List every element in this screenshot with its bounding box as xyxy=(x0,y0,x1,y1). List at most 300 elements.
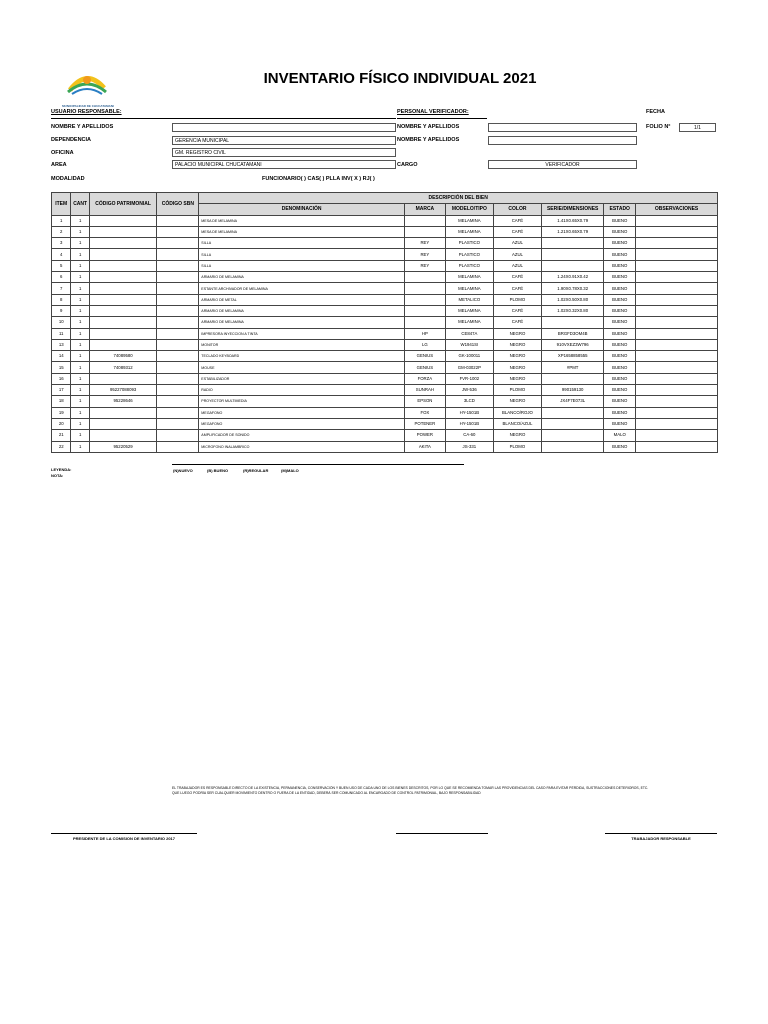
cell-item: 4 xyxy=(52,249,71,260)
cell-color: NEGRO xyxy=(493,362,541,373)
cell-item: 19 xyxy=(52,407,71,418)
th-item: ITEM xyxy=(52,193,71,216)
cell-cant: 1 xyxy=(71,418,89,429)
cell-item: 14 xyxy=(52,351,71,362)
cell-color: CAFÉ xyxy=(493,283,541,294)
cell-item: 10 xyxy=(52,317,71,328)
cell-denominacion: SILLA xyxy=(199,260,405,271)
cell-cant: 1 xyxy=(71,373,89,384)
cell-estado: MALO xyxy=(604,430,636,441)
cell-denominacion: ESTANTE ARCHIVADOR DE MELAMINA xyxy=(199,283,405,294)
cell-item: 2 xyxy=(52,226,71,237)
cell-sbn xyxy=(157,272,199,283)
cell-patrimonial xyxy=(89,305,157,316)
cell-estado: BUENO xyxy=(604,373,636,384)
cell-cant: 1 xyxy=(71,305,89,316)
cell-patrimonial xyxy=(89,238,157,249)
cell-cant: 1 xyxy=(71,328,89,339)
cell-sbn xyxy=(157,430,199,441)
cell-patrimonial xyxy=(89,317,157,328)
cell-denominacion: AMPLIFICADOR DE SONIDO xyxy=(199,430,405,441)
cell-estado: BUENO xyxy=(604,260,636,271)
cell-item: 21 xyxy=(52,430,71,441)
th-descripcion: DESCRIPCIÓN DEL BIEN xyxy=(199,193,718,204)
cell-color: NEGRO xyxy=(493,328,541,339)
leyenda-label: LEYENDA: xyxy=(51,467,72,472)
cell-modelo: JS-331 xyxy=(445,441,493,452)
cell-denominacion: MONITOR xyxy=(199,339,405,350)
cell-patrimonial xyxy=(89,294,157,305)
table-row xyxy=(52,418,718,429)
table-row xyxy=(52,294,718,305)
cell-observaciones xyxy=(636,362,718,373)
cell-color: PLOMO xyxy=(493,385,541,396)
cell-estado: BUENO xyxy=(604,305,636,316)
cell-denominacion: SILLA xyxy=(199,238,405,249)
cell-color: AZUL xyxy=(493,260,541,271)
cell-sbn xyxy=(157,407,199,418)
cell-estado: BUENO xyxy=(604,385,636,396)
cell-marca: GENIUS xyxy=(404,351,445,362)
cell-estado: BUENO xyxy=(604,441,636,452)
signature-label-left: PRESIDENTE DE LA COMISION DE INVENTARIO 2017 xyxy=(72,836,176,841)
cell-item: 1 xyxy=(52,215,71,226)
cell-denominacion: IMPRESORA INYECCION A TINTA xyxy=(199,328,405,339)
cell-modelo: HY-1501B xyxy=(445,407,493,418)
cell-observaciones xyxy=(636,396,718,407)
cell-observaciones xyxy=(636,238,718,249)
cell-color: AZUL xyxy=(493,238,541,249)
cell-observaciones xyxy=(636,215,718,226)
cell-serie xyxy=(541,317,603,328)
cell-modelo: MELAMINA xyxy=(445,215,493,226)
cell-serie xyxy=(541,260,603,271)
cell-observaciones xyxy=(636,283,718,294)
cell-cant: 1 xyxy=(71,249,89,260)
nombre-verif2-field[interactable] xyxy=(488,136,637,145)
cell-denominacion: ARMARIO DE MELAMINA xyxy=(199,317,405,328)
table-row xyxy=(52,226,718,237)
table-row xyxy=(52,441,718,452)
cell-observaciones xyxy=(636,294,718,305)
modalidad-options[interactable]: FUNCIONARIO( ) CAS( ) PLLA INV( X ) RJ( ) xyxy=(262,176,375,182)
cell-estado: BUENO xyxy=(604,317,636,328)
cell-item: 6 xyxy=(52,272,71,283)
cell-color: BLANCO/AZUL xyxy=(493,418,541,429)
cell-denominacion: ARMARIO DE MELAMINA xyxy=(199,272,405,283)
cell-estado: BUENO xyxy=(604,339,636,350)
cell-marca: EPSON xyxy=(404,396,445,407)
cell-sbn xyxy=(157,317,199,328)
cell-modelo: METALICO xyxy=(445,294,493,305)
cell-sbn xyxy=(157,294,199,305)
th-marca: MARCA xyxy=(404,204,445,215)
cell-sbn xyxy=(157,441,199,452)
section-line-right xyxy=(397,118,487,119)
cell-marca: HP xyxy=(404,328,445,339)
cell-sbn xyxy=(157,373,199,384)
cell-marca: SUNRAH xyxy=(404,385,445,396)
cell-cant: 1 xyxy=(71,362,89,373)
th-serie: SERIE/DIMENSIONES xyxy=(541,204,603,215)
cell-item: 20 xyxy=(52,418,71,429)
signature-line-right xyxy=(605,833,717,834)
legend-regular: (R)REGULAR xyxy=(243,468,269,473)
cell-modelo: JW-536 xyxy=(445,385,493,396)
cell-cant: 1 xyxy=(71,430,89,441)
cell-estado: BUENO xyxy=(604,226,636,237)
cell-patrimonial xyxy=(89,418,157,429)
cell-marca: REY xyxy=(404,249,445,260)
usuario-responsable-label: USUARIO RESPONSABLE: xyxy=(51,109,122,115)
cell-observaciones xyxy=(636,418,718,429)
oficina-label: OFICINA xyxy=(51,150,74,156)
cell-sbn xyxy=(157,328,199,339)
cell-marca xyxy=(404,317,445,328)
table-row xyxy=(52,260,718,271)
logo-text: MUNICIPALIDAD DE CHUCATAMANI xyxy=(62,104,114,108)
table-row xyxy=(52,430,718,441)
cell-estado: BUENO xyxy=(604,215,636,226)
cell-color: PLOMO xyxy=(493,441,541,452)
cell-color: NEGRO xyxy=(493,430,541,441)
cell-sbn xyxy=(157,351,199,362)
cell-observaciones xyxy=(636,351,718,362)
cell-denominacion: MICROFONO INALAMBRICO xyxy=(199,441,405,452)
cell-estado: BUENO xyxy=(604,328,636,339)
cell-marca: AKITA xyxy=(404,441,445,452)
cell-patrimonial: 95227088093 xyxy=(89,385,157,396)
cell-modelo: PLASTICO xyxy=(445,260,493,271)
cell-serie xyxy=(541,430,603,441)
nombre-verif-label: NOMBRE Y APELLIDOS xyxy=(397,124,460,130)
th-denominacion: DENOMINACIÓN xyxy=(199,204,405,215)
th-estado: ESTADO xyxy=(604,204,636,215)
cell-observaciones xyxy=(636,430,718,441)
cell-sbn xyxy=(157,396,199,407)
area-label: AREA xyxy=(51,162,67,168)
area-field[interactable]: PALACIO MUNICIPAL CHUCATAMANI xyxy=(172,160,396,169)
cell-modelo: FVR-1002 xyxy=(445,373,493,384)
cell-modelo: MELAMINA xyxy=(445,305,493,316)
cell-modelo: MELAMINA xyxy=(445,226,493,237)
cell-patrimonial: 95228646 xyxy=(89,396,157,407)
nombre-verif2-label: NOMBRE Y APELLIDOS xyxy=(397,137,460,143)
cell-estado: BUENO xyxy=(604,351,636,362)
cell-item: 8 xyxy=(52,294,71,305)
table-row xyxy=(52,362,718,373)
cell-sbn xyxy=(157,385,199,396)
cell-serie xyxy=(541,407,603,418)
cell-modelo: MELAMINA xyxy=(445,283,493,294)
cell-serie: 1.02X0.50X0.80 xyxy=(541,294,603,305)
cell-serie: 990159130 xyxy=(541,385,603,396)
cell-cant: 1 xyxy=(71,260,89,271)
cell-item: 11 xyxy=(52,328,71,339)
cell-sbn xyxy=(157,260,199,271)
cell-color: PLOMO xyxy=(493,294,541,305)
folio-field[interactable]: 1/1 xyxy=(679,123,716,132)
cell-serie xyxy=(541,373,603,384)
cell-color: BLANCO/ROJO xyxy=(493,407,541,418)
cell-sbn xyxy=(157,305,199,316)
cell-cant: 1 xyxy=(71,226,89,237)
cell-patrimonial xyxy=(89,373,157,384)
cell-color: NEGRO xyxy=(493,339,541,350)
cell-cant: 1 xyxy=(71,294,89,305)
cell-color: CAFÉ xyxy=(493,317,541,328)
th-cant: CANT xyxy=(71,193,89,216)
fecha-label: FECHA xyxy=(646,109,665,115)
legend-line xyxy=(172,464,464,465)
table-row xyxy=(52,373,718,384)
cell-item: 5 xyxy=(52,260,71,271)
cell-estado: BUENO xyxy=(604,294,636,305)
cell-color: CAFÉ xyxy=(493,215,541,226)
cell-patrimonial xyxy=(89,407,157,418)
cell-denominacion: MEGAFONO xyxy=(199,407,405,418)
cell-color: NEGRO xyxy=(493,396,541,407)
cell-modelo: MELAMINA xyxy=(445,317,493,328)
cell-item: 17 xyxy=(52,385,71,396)
cell-modelo: 3LCD xyxy=(445,396,493,407)
cell-item: 13 xyxy=(52,339,71,350)
cell-sbn xyxy=(157,249,199,260)
cell-item: 18 xyxy=(52,396,71,407)
section-line-left xyxy=(51,118,396,119)
cell-patrimonial xyxy=(89,226,157,237)
cell-sbn xyxy=(157,283,199,294)
table-row xyxy=(52,215,718,226)
cell-patrimonial: 74089312 xyxy=(89,362,157,373)
cell-cant: 1 xyxy=(71,441,89,452)
table-row xyxy=(52,305,718,316)
cell-marca: LG xyxy=(404,339,445,350)
cell-serie xyxy=(541,441,603,452)
cell-estado: BUENO xyxy=(604,238,636,249)
cell-observaciones xyxy=(636,305,718,316)
cell-patrimonial xyxy=(89,339,157,350)
cell-denominacion: MOUSE xyxy=(199,362,405,373)
cargo-label: CARGO xyxy=(397,162,418,168)
table-row xyxy=(52,328,718,339)
cell-serie: 1.90X0.78X0.32 xyxy=(541,283,603,294)
cell-serie: 910VXEZ3W796 xyxy=(541,339,603,350)
table-row xyxy=(52,238,718,249)
table-row xyxy=(52,351,718,362)
cell-estado: BUENO xyxy=(604,418,636,429)
cell-marca xyxy=(404,283,445,294)
cell-estado: BUENO xyxy=(604,407,636,418)
cell-serie: JX4F7E073L xyxy=(541,396,603,407)
dependencia-label: DEPENDENCIA xyxy=(51,137,92,143)
cell-observaciones xyxy=(636,407,718,418)
cargo-field[interactable]: VERIFICADOR xyxy=(488,160,637,169)
cell-serie: 1.41X0.65X0.79 xyxy=(541,215,603,226)
cell-item: 15 xyxy=(52,362,71,373)
cell-observaciones xyxy=(636,272,718,283)
nombre-verif-field[interactable] xyxy=(488,123,637,132)
cell-cant: 1 xyxy=(71,385,89,396)
cell-estado: BUENO xyxy=(604,362,636,373)
cell-marca xyxy=(404,215,445,226)
cell-color: CAFÉ xyxy=(493,305,541,316)
cell-modelo: GM-03022P xyxy=(445,362,493,373)
cell-cant: 1 xyxy=(71,339,89,350)
cell-observaciones xyxy=(636,260,718,271)
table-row xyxy=(52,407,718,418)
cell-denominacion: ESTABILIZADOR xyxy=(199,373,405,384)
cell-color: NEGRO xyxy=(493,351,541,362)
legend-nuevo: (N)NUEVO xyxy=(173,468,193,473)
cell-serie: XP1658858555 xyxy=(541,351,603,362)
cell-patrimonial xyxy=(89,260,157,271)
cell-marca xyxy=(404,305,445,316)
cell-cant: 1 xyxy=(71,317,89,328)
cell-observaciones xyxy=(636,328,718,339)
cell-estado: BUENO xyxy=(604,283,636,294)
legend-bueno: (B) BUENO xyxy=(207,468,229,473)
cell-observaciones xyxy=(636,385,718,396)
cell-estado: BUENO xyxy=(604,396,636,407)
cell-denominacion: MESA DE MELAMINA xyxy=(199,215,405,226)
cell-observaciones xyxy=(636,339,718,350)
oficina-field[interactable]: GM. REGISTRO CIVIL xyxy=(172,148,396,157)
table-row xyxy=(52,339,718,350)
cell-sbn xyxy=(157,339,199,350)
cell-color: CAFÉ xyxy=(493,226,541,237)
cell-cant: 1 xyxy=(71,351,89,362)
cell-denominacion: ARMARIO DE MELAMINA xyxy=(199,305,405,316)
cell-marca: FORZA xyxy=(404,373,445,384)
cell-item: 3 xyxy=(52,238,71,249)
cell-patrimonial xyxy=(89,328,157,339)
cell-item: 7 xyxy=(52,283,71,294)
cell-cant: 1 xyxy=(71,272,89,283)
cell-patrimonial xyxy=(89,249,157,260)
modalidad-label: MODALIDAD xyxy=(51,176,85,182)
cell-item: 9 xyxy=(52,305,71,316)
cell-serie: 1.24X0.91X0.42 xyxy=(541,272,603,283)
cell-modelo: W1941SI xyxy=(445,339,493,350)
cell-marca: REY xyxy=(404,260,445,271)
cell-denominacion: MEGAFONO xyxy=(199,418,405,429)
table-row xyxy=(52,396,718,407)
cell-modelo: CA-60 xyxy=(445,430,493,441)
personal-verificador-label: PERSONAL VERIFICADOR: xyxy=(397,109,469,115)
cell-marca: POWER xyxy=(404,430,445,441)
cell-marca xyxy=(404,272,445,283)
inventory-table xyxy=(51,192,718,453)
cell-cant: 1 xyxy=(71,283,89,294)
cell-denominacion: TECLADO KEYBOARD xyxy=(199,351,405,362)
cell-denominacion: PROYECTOR MULTIMEDIA xyxy=(199,396,405,407)
cell-patrimonial xyxy=(89,430,157,441)
cell-cant: 1 xyxy=(71,396,89,407)
cell-color: NEGRO xyxy=(493,373,541,384)
th-color: COLOR xyxy=(493,204,541,215)
nota-label: NOTA: xyxy=(51,473,64,478)
cell-marca xyxy=(404,294,445,305)
cell-marca xyxy=(404,226,445,237)
cell-modelo: GK-100011 xyxy=(445,351,493,362)
cell-color: CAFÉ xyxy=(493,272,541,283)
cell-marca: POTENER xyxy=(404,418,445,429)
cell-patrimonial: 74089580 xyxy=(89,351,157,362)
cell-item: 22 xyxy=(52,441,71,452)
cell-modelo: PLASTICO xyxy=(445,238,493,249)
cell-item: 16 xyxy=(52,373,71,384)
cell-modelo: HY-1501B xyxy=(445,418,493,429)
table-row xyxy=(52,385,718,396)
cell-cant: 1 xyxy=(71,215,89,226)
cell-patrimonial xyxy=(89,283,157,294)
nombre-field[interactable] xyxy=(172,123,396,132)
cell-modelo: MELAMINA xyxy=(445,272,493,283)
legend-malo: (M)MALO xyxy=(281,468,299,473)
cell-serie: BRGFD3OM4B xyxy=(541,328,603,339)
footer-note-1: EL TRABAJADOR ES RESPONSABLE DIRECTO DE LA EXISTENCIA, PERMANENCIA, CONSERVACIÓN Y BUEN USO DE CADA UNO DE LOS BIENES DESCRITOS, POR LO QUE SE RECOMIENDA TOMAR LAS PROVIDENCIAS DEL CASO PARA EVITAR PÉRDIDA, SUSTRACCIONES DETERIOROS, ETC. xyxy=(172,786,649,790)
nombre-label: NOMBRE Y APELLIDOS xyxy=(51,124,114,130)
table-row xyxy=(52,317,718,328)
cell-observaciones xyxy=(636,317,718,328)
cell-serie xyxy=(541,249,603,260)
cell-sbn xyxy=(157,215,199,226)
municipality-logo xyxy=(64,66,110,104)
cell-estado: BUENO xyxy=(604,249,636,260)
cell-sbn xyxy=(157,226,199,237)
signature-line-middle xyxy=(396,833,488,834)
table-row xyxy=(52,283,718,294)
cell-patrimonial xyxy=(89,215,157,226)
cell-observaciones xyxy=(636,441,718,452)
cell-patrimonial: 95220529 xyxy=(89,441,157,452)
table-row xyxy=(52,272,718,283)
cell-marca: GENIUS xyxy=(404,362,445,373)
cell-serie: #PMT xyxy=(541,362,603,373)
cell-denominacion: ARMARIO DE METAL xyxy=(199,294,405,305)
footer-note-2: QUE LUEGO PODRÍA SER CUALQUIER MOVIMIENTO DENTRO O FUERA DE LA ENTIDAD, DEBERÁ SER COMUNICADO AL ENCARGADO DE CONTROL PATRIMONIAL, BAJO RESPONSABILIDAD xyxy=(172,791,481,795)
cell-estado: BUENO xyxy=(604,272,636,283)
dependencia-field[interactable]: GERENCIA MUNICIPAL xyxy=(172,136,396,145)
cell-marca: FOX xyxy=(404,407,445,418)
folio-label: FOLIO N° xyxy=(646,124,671,130)
cell-serie: 1.02X0.32X0.80 xyxy=(541,305,603,316)
cell-denominacion: MESA DE MELAMINA xyxy=(199,226,405,237)
th-observaciones: OBSERVACIONES xyxy=(636,204,718,215)
cell-color: AZUL xyxy=(493,249,541,260)
cell-serie: 1.21X0.65X0.79 xyxy=(541,226,603,237)
cell-serie xyxy=(541,418,603,429)
cell-serie xyxy=(541,238,603,249)
th-codigo-sbn: CÓDIGO SBN xyxy=(157,193,199,216)
signature-label-right: TRABAJADOR RESPONSABLE xyxy=(631,836,691,841)
cell-cant: 1 xyxy=(71,238,89,249)
cell-modelo: CE847A xyxy=(445,328,493,339)
cell-marca: REY xyxy=(404,238,445,249)
cell-patrimonial xyxy=(89,272,157,283)
cell-denominacion: SILLA xyxy=(199,249,405,260)
cell-sbn xyxy=(157,418,199,429)
page-title: INVENTARIO FÍSICO INDIVIDUAL 2021 xyxy=(263,70,537,87)
cell-observaciones xyxy=(636,373,718,384)
cell-sbn xyxy=(157,362,199,373)
cell-modelo: PLASTICO xyxy=(445,249,493,260)
table-row xyxy=(52,249,718,260)
cell-denominacion: RADIO xyxy=(199,385,405,396)
cell-cant: 1 xyxy=(71,407,89,418)
cell-observaciones xyxy=(636,249,718,260)
